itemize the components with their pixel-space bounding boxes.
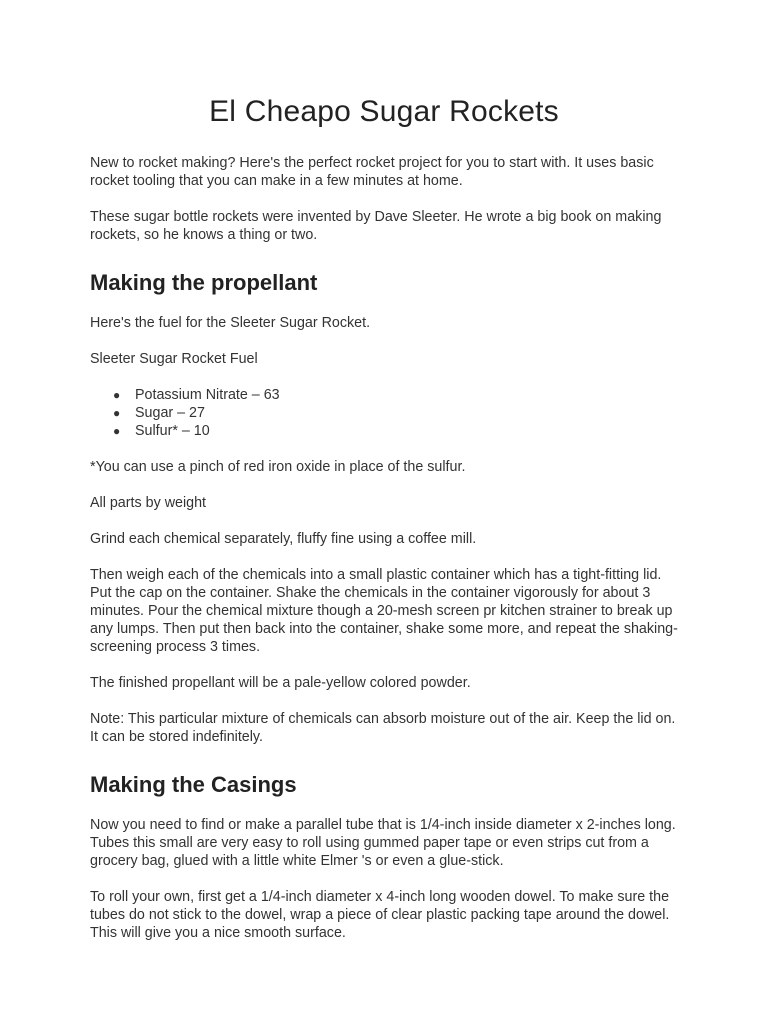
weight-note: All parts by weight xyxy=(90,495,207,511)
bullet-icon: ● xyxy=(113,388,121,402)
grind-instructions: Grind each chemical separately, fluffy fine using a coffee mill. xyxy=(90,531,477,547)
finished-description: The finished propellant will be a pale-yellow colored powder. xyxy=(90,675,471,691)
propellant-lead: Here's the fuel for the Sleeter Sugar Rocket. xyxy=(90,315,371,331)
ingredient-text: Sugar – 27 xyxy=(135,405,205,421)
ingredient-text: Potassium Nitrate – 63 xyxy=(135,387,280,403)
document-title: El Cheapo Sugar Rockets xyxy=(209,95,559,128)
storage-note: Note: This particular mixture of chemicals can absorb moisture out of the air. Keep the lid on. It can be stored indefinitely. xyxy=(90,711,676,745)
fuel-label: Sleeter Sugar Rocket Fuel xyxy=(90,351,258,367)
bullet-icon: ● xyxy=(113,406,121,420)
intro-paragraph-2: These sugar bottle rockets were invented by Dave Sleeter. He wrote a big book on making rockets, so he knows a thing or two. xyxy=(90,209,662,243)
tube-instructions: Now you need to find or make a parallel tube that is 1/4-inch inside diameter x 2-inches long. Tubes this small are very easy to roll using gummed paper tape or even strips cut from a grocery bag, glued with a little white Elmer 's or even a glue-stick. xyxy=(90,817,676,869)
list-item xyxy=(113,386,678,404)
propellant-heading: Making the propellant xyxy=(90,270,318,295)
list-item xyxy=(113,404,678,422)
ingredient-list xyxy=(90,386,678,440)
intro-paragraph-1: New to rocket making? Here's the perfect rocket project for you to start with. It uses basic rocket tooling that you can make in a few minutes at home. xyxy=(90,155,654,189)
ingredient-text: Sulfur* – 10 xyxy=(135,423,210,439)
list-item xyxy=(113,422,678,440)
casings-heading: Making the Casings xyxy=(90,772,297,797)
bullet-icon: ● xyxy=(113,424,121,438)
mixing-instructions: Then weigh each of the chemicals into a small plastic container which has a tight-fitting lid. Put the cap on the container. Shake the chemicals in the container vigorously for about 3 minutes. Pour the chemical mixture though a 20-mesh screen pr kitchen strainer to break up any lumps. Then put then back into the container, shake some more, and repeat the shaking-screening process 3 times. xyxy=(90,567,678,655)
sulfur-footnote: *You can use a pinch of red iron oxide in place of the sulfur. xyxy=(90,459,466,475)
rolling-instructions: To roll your own, first get a 1/4-inch diameter x 4-inch long wooden dowel. To make sure the tubes do not stick to the dowel, wrap a piece of clear plastic packing tape around the dowel. This will give you a nice smooth surface. xyxy=(90,889,670,941)
